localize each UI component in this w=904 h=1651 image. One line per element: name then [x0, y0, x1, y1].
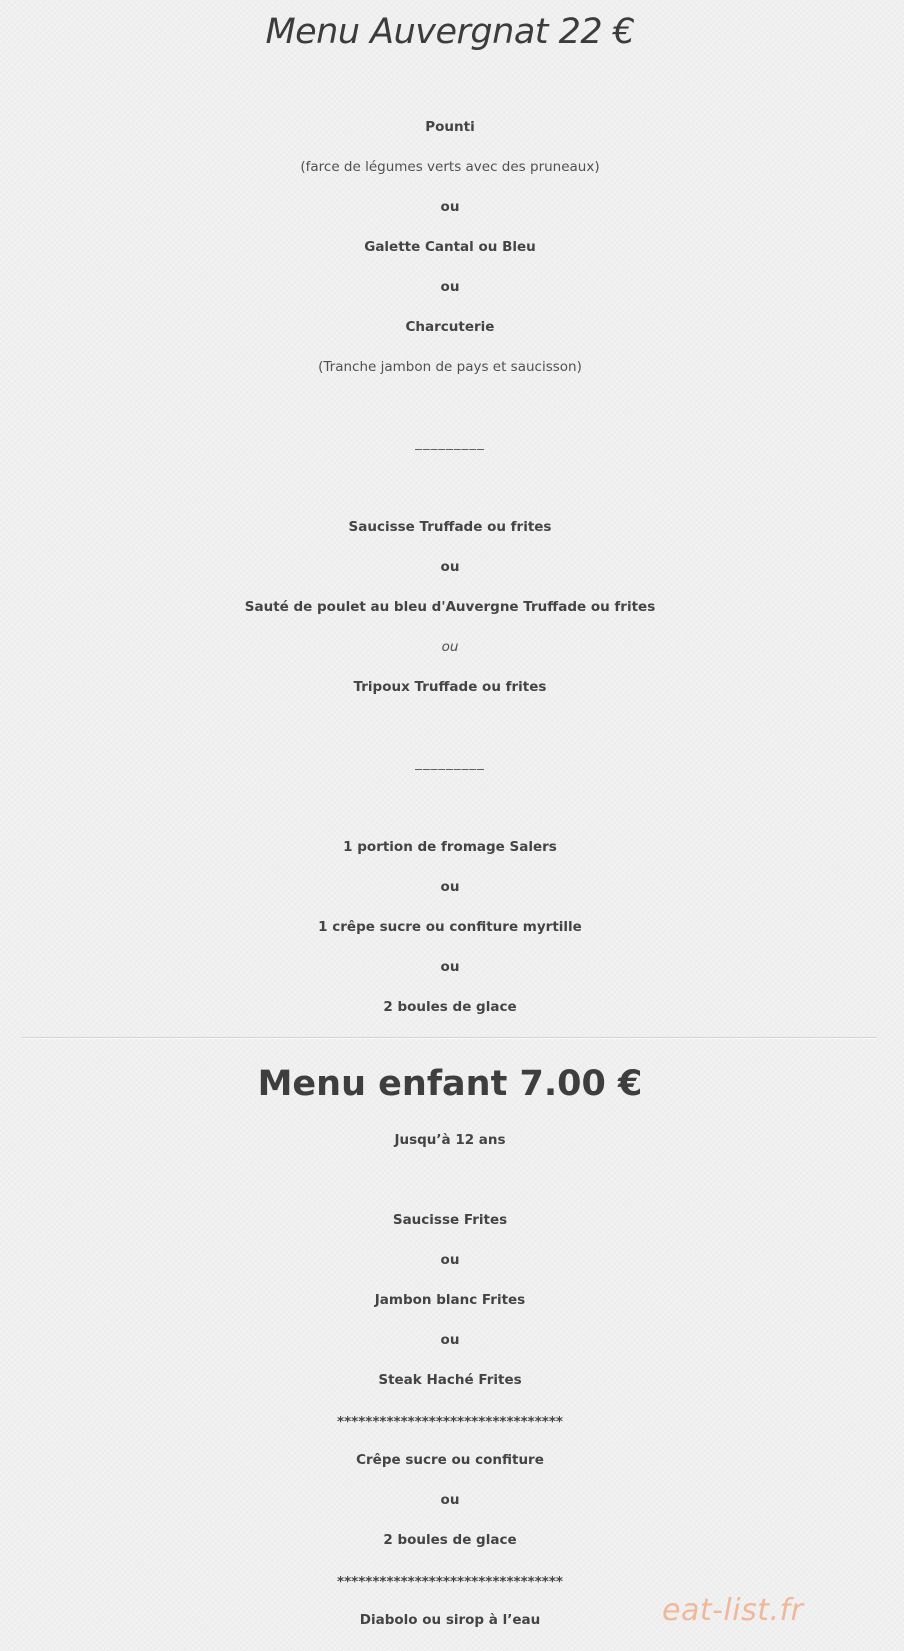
stars-separator: ******************************** [337, 1574, 563, 1590]
dessert-glace: 2 boules de glace [383, 999, 517, 1015]
or-separator: ou [440, 1492, 460, 1508]
or-separator: ou [440, 1332, 460, 1348]
dessert-fromage: 1 portion de fromage Salers [343, 839, 557, 855]
or-separator: ou [440, 559, 460, 575]
menu-auvergnat-title: Menu Auvergnat 22 € [265, 12, 635, 52]
plat-tripoux: Tripoux Truffade ou frites [353, 679, 547, 695]
enfant-plat-jambon: Jambon blanc Frites [374, 1292, 526, 1308]
stars-separator: ******************************** [337, 1414, 563, 1430]
or-separator: ou [441, 639, 459, 655]
plat-saucisse: Saucisse Truffade ou frites [348, 519, 552, 535]
entree-charcuterie: Charcuterie [405, 319, 495, 335]
dessert-crepe: 1 crêpe sucre ou confiture myrtille [318, 919, 582, 935]
entree-charcuterie-description: (Tranche jambon de pays et saucisson) [318, 359, 582, 375]
enfant-dessert-glace: 2 boules de glace [383, 1532, 517, 1548]
enfant-plat-saucisse: Saucisse Frites [392, 1212, 508, 1228]
enfant-dessert-crepe: Crêpe sucre ou confiture [356, 1452, 544, 1468]
entree-pounti: Pounti [425, 119, 475, 135]
enfant-plat-steak: Steak Haché Frites [378, 1372, 522, 1388]
section-divider [22, 1037, 877, 1039]
or-separator: ou [440, 879, 460, 895]
course-separator: _________ [415, 435, 485, 451]
or-separator: ou [440, 199, 460, 215]
entree-galette: Galette Cantal ou Bleu [364, 239, 536, 255]
course-separator: _________ [415, 755, 485, 771]
or-separator: ou [440, 1252, 460, 1268]
watermark-logo: eat-list.fr [662, 1593, 804, 1628]
menu-enfant-age-note: Jusqu’à 12 ans [394, 1132, 506, 1148]
or-separator: ou [440, 959, 460, 975]
plat-saute-poulet: Sauté de poulet au bleu d'Auvergne Truffade ou frites [244, 599, 656, 615]
entree-pounti-description: (farce de légumes verts avec des pruneaux) [300, 159, 600, 175]
or-separator: ou [440, 279, 460, 295]
enfant-boisson: Diabolo ou sirop à l’eau [359, 1612, 541, 1628]
menu-enfant-title: Menu enfant 7.00 € [257, 1064, 643, 1104]
